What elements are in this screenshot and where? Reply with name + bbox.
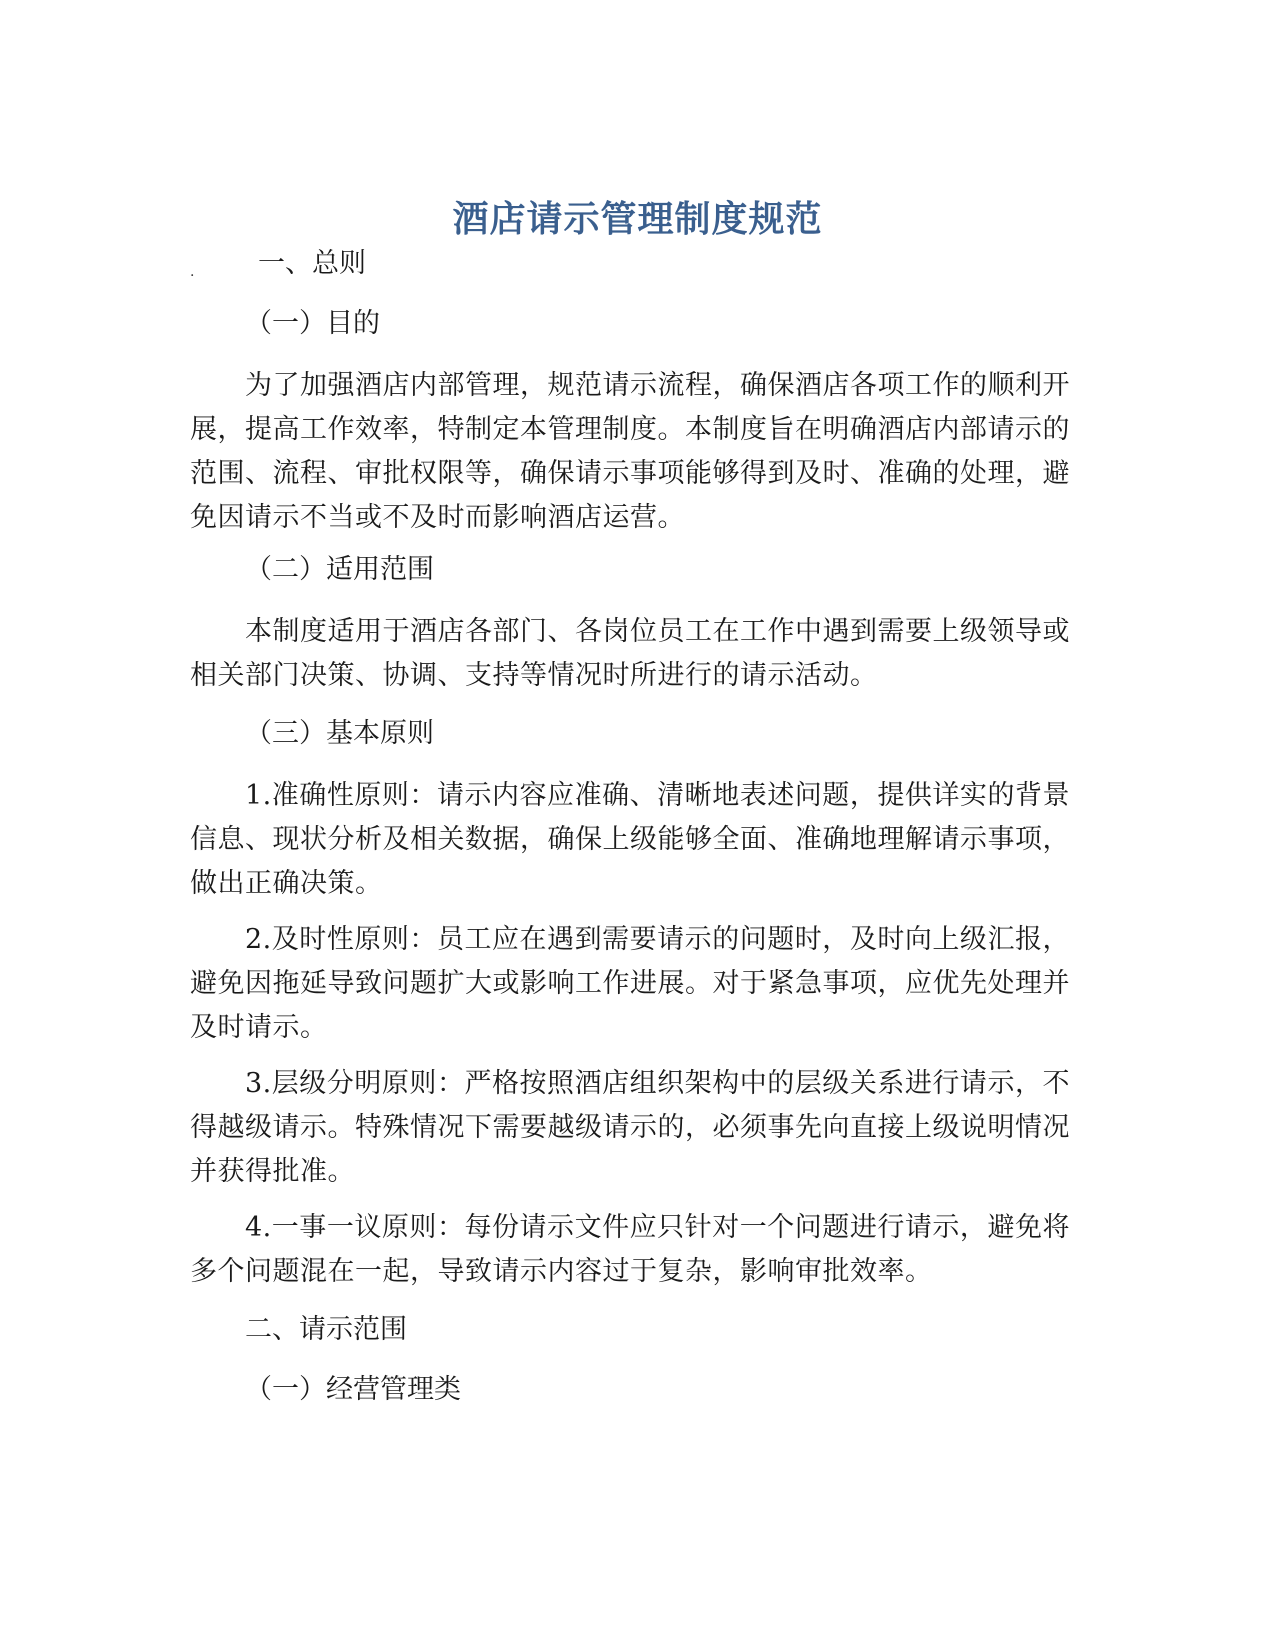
bullet-marker: · — [190, 268, 195, 284]
paragraph-principle-hierarchy: 3.层级分明原则：严格按照酒店组织架构中的层级关系进行请示，不得越级请示。特殊情况下需要越级请示的，必须事先向直接上级说明情况并获得批准。 — [190, 1068, 1070, 1187]
subheading-principles: （三）基本原则 — [245, 718, 434, 749]
document-title: 酒店请示管理制度规范 — [452, 199, 823, 240]
paragraph-scope: 本制度适用于酒店各部门、各岗位员工在工作中遇到需要上级领导或相关部门决策、协调、支持等情况时所进行的请示活动。 — [190, 616, 1070, 691]
subheading-purpose: （一）目的 — [245, 308, 380, 339]
subheading-scope: （二）适用范围 — [245, 554, 434, 585]
paragraph-principle-accuracy: 1.准确性原则：请示内容应准确、清晰地表述问题，提供详实的背景信息、现状分析及相关数据，确保上级能够全面、准确地理解请示事项，做出正确决策。 — [190, 780, 1070, 899]
section-heading-scope: 二、请示范围 — [245, 1314, 407, 1345]
paragraph-purpose: 为了加强酒店内部管理，规范请示流程，确保酒店各项工作的顺利开展，提高工作效率，特制定本管理制度。本制度旨在明确酒店内部请示的范围、流程、审批权限等，确保请示事项能够得到及时、准确的处理，避免因请示不当或不及时而影响酒店运营。 — [190, 370, 1070, 533]
paragraph-principle-timeliness: 2.及时性原则：员工应在遇到需要请示的问题时，及时向上级汇报，避免因拖延导致问题扩大或影响工作进展。对于紧急事项，应优先处理并及时请示。 — [190, 924, 1070, 1043]
paragraph-principle-one-matter: 4.一事一议原则：每份请示文件应只针对一个问题进行请示，避免将多个问题混在一起，导致请示内容过于复杂，影响审批效率。 — [190, 1212, 1070, 1287]
section-heading-general: 一、总则 — [258, 248, 366, 279]
subheading-operations: （一）经营管理类 — [245, 1374, 461, 1405]
